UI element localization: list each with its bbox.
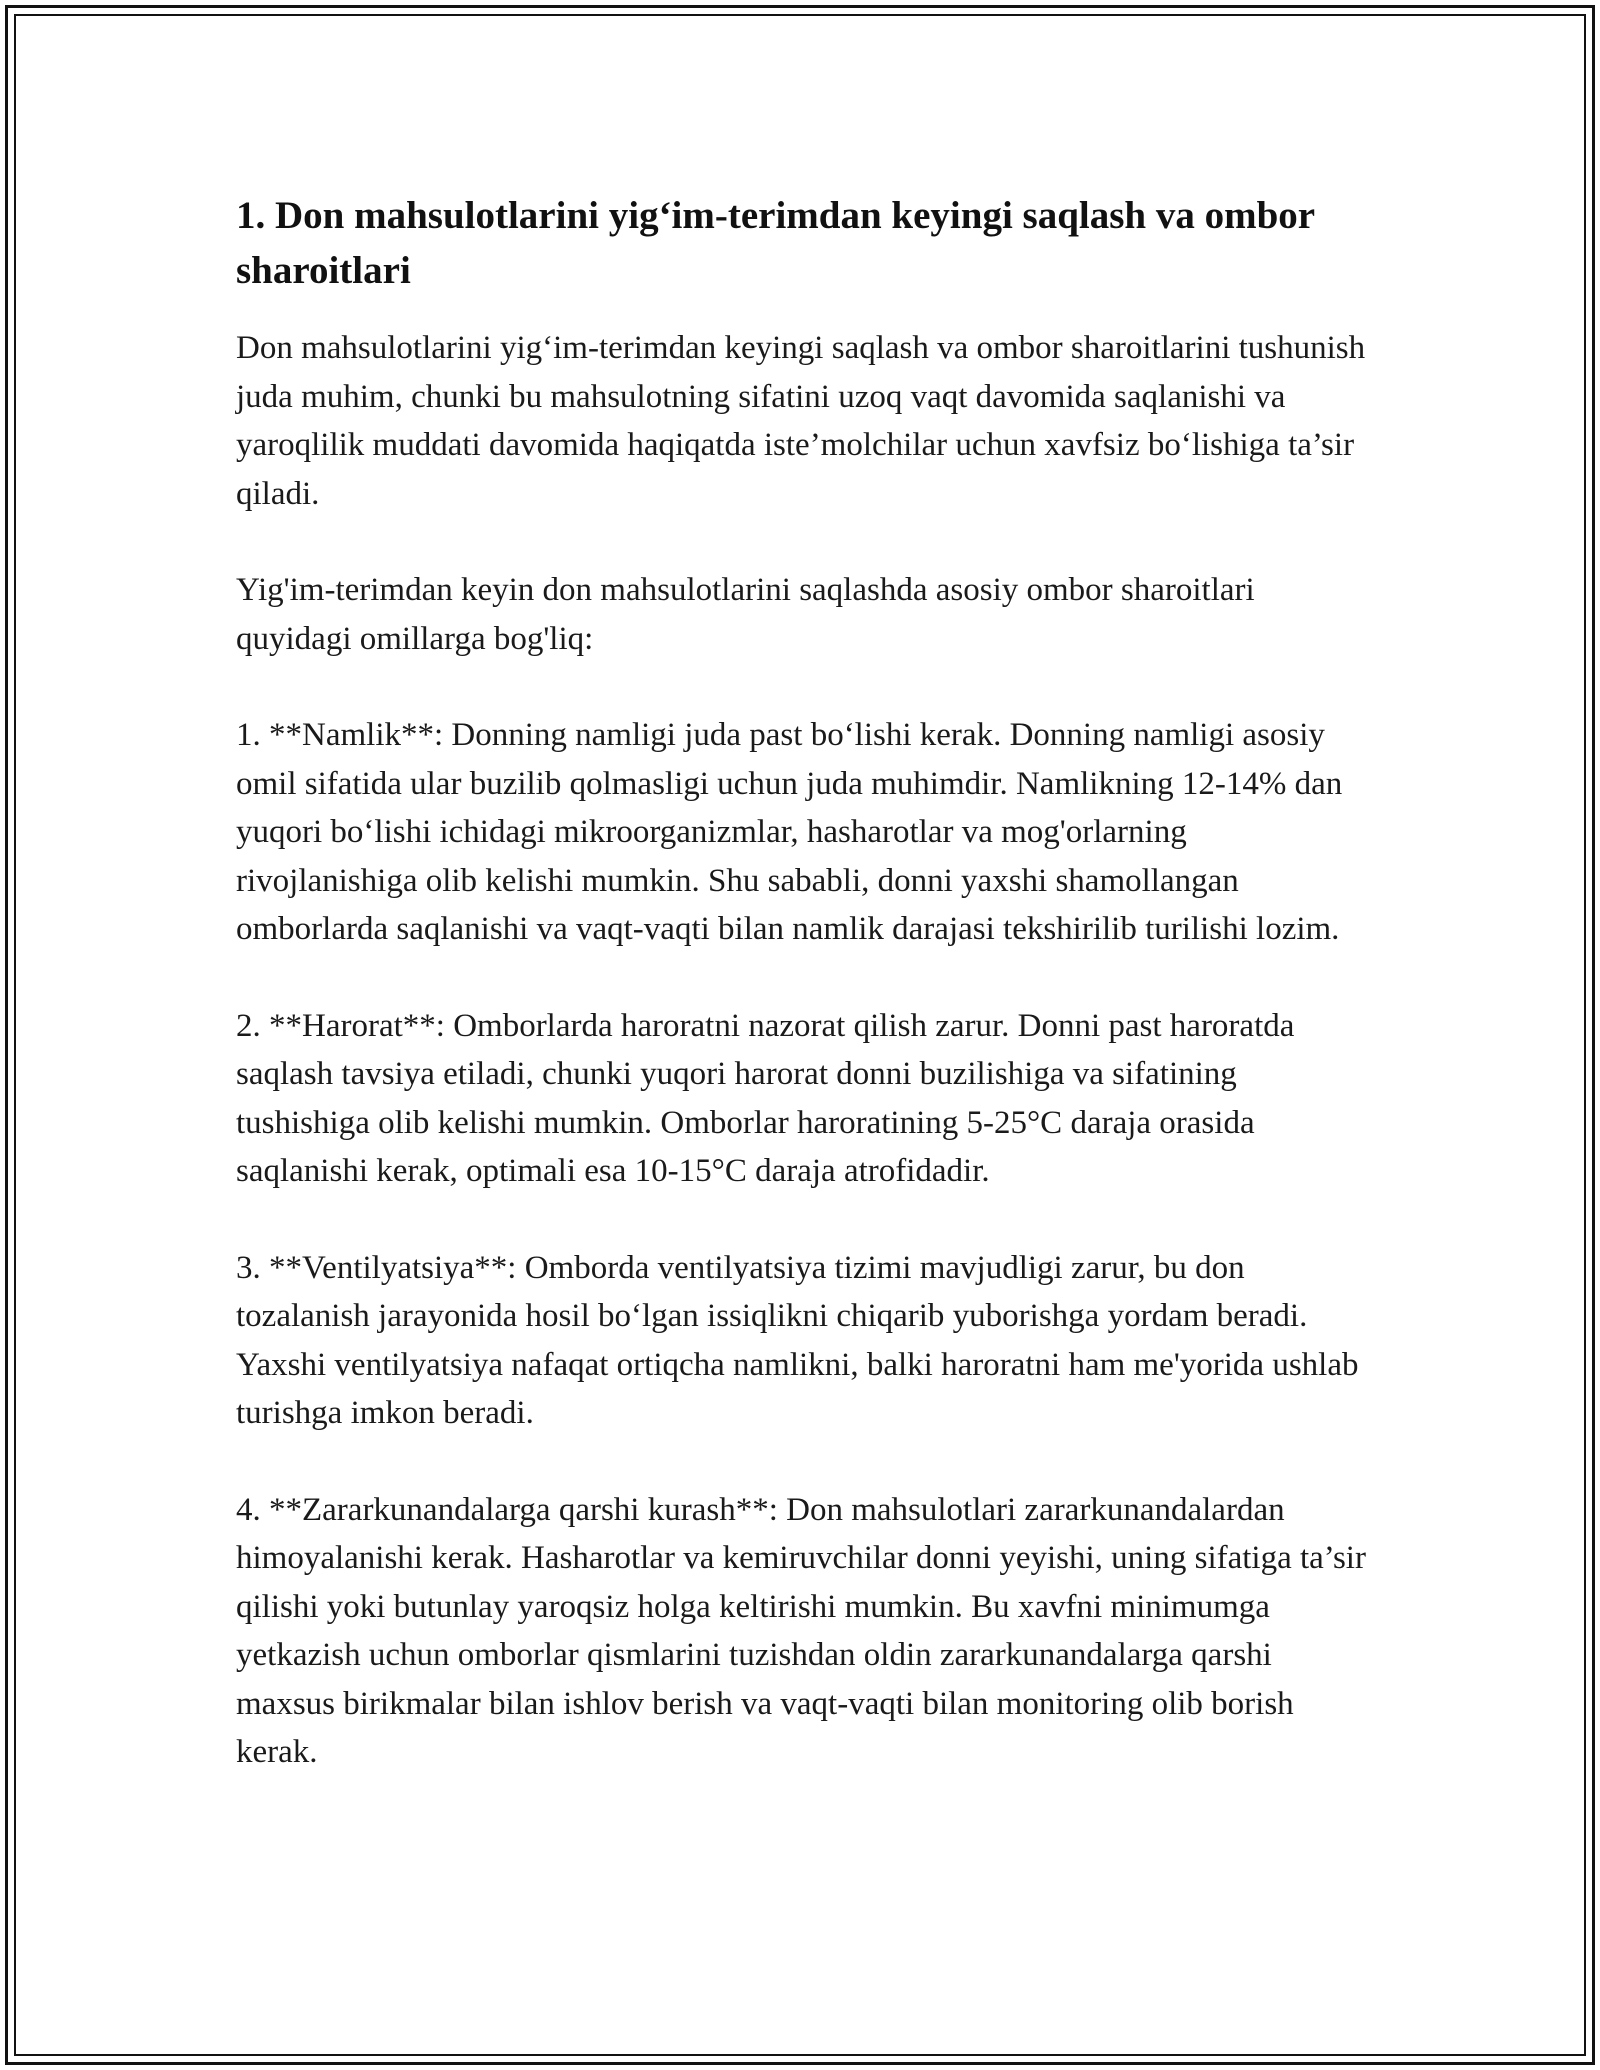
humidity-paragraph: 1. **Namlik**: Donning namligi juda past bo‘lishi kerak. Donning namligi asosiy omil sifatida ular buzilib qolmasligi uchun juda muhimdir. Namlikning 12-14% dan yuqori bo‘lishi ichidagi mikroorganizmlar, hasharotlar va mog'orlarning rivojlanishiga olib kelishi mumkin. Shu sababli, donni yaxshi shamollangan omborlarda saqlanishi va vaqt-vaqti bilan namlik darajasi tekshirilib turilishi lozim.: [236, 717, 1343, 947]
document-body: [236, 188, 1366, 1825]
ventilation-paragraph: 3. **Ventilyatsiya**: Omborda ventilyatsiya tizimi mavjudligi zarur, bu don tozalanish jarayonida hosil bo‘lgan issiqlikni chiqarib yuborishga yordam beradi. Yaxshi ventilyatsiya nafaqat ortiqcha namlikni, balki haroratni ham me'yorida ushlab turishga imkon beradi.: [236, 1249, 1359, 1431]
pest-control-paragraph: 4. **Zararkunandalarga qarshi kurash**: Don mahsulotlari zararkunandalardan himoyalanishi kerak. Hasharotlar va kemiruvchilar donni yeyishi, uning sifatiga ta’sir qilishi yoki butunlay yaroqsiz holga keltirishi mumkin. Bu xavfni minimumga yetkazish uchun omborlar qismlarini tuzishdan oldin zararkunandalarga qarshi maxsus birikmalar bilan ishlov berish va vaqt-vaqti bilan monitoring olib borish kerak.: [236, 1491, 1366, 1770]
section-title: 1. Don mahsulotlarini yig‘im-terimdan keyingi saqlash va ombor sharoitlari: [236, 194, 1315, 292]
factors-lead-paragraph: Yig'im-terimdan keyin don mahsulotlarini saqlashda asosiy ombor sharoitlari quyidagi omillarga bog'liq:: [236, 572, 1255, 657]
temperature-paragraph: 2. **Harorat**: Omborlarda haroratni nazorat qilish zarur. Donni past haroratda saqlash tavsiya etiladi, chunki yuqori harorat donni buzilishiga va sifatining tushishiga olib kelishi mumkin. Omborlar haroratining 5-25°C daraja orasida saqlanishi kerak, optimali esa 10-15°C daraja atrofidadir.: [236, 1007, 1295, 1189]
intro-paragraph: Don mahsulotlarini yig‘im-terimdan keyingi saqlash va ombor sharoitlarini tushunish juda muhim, chunki bu mahsulotning sifatini uzoq vaqt davomida saqlanishi va yaroqlilik muddati davomida haqiqatda iste’molchilar uchun xavfsiz bo‘lishiga ta’sir qiladi.: [236, 330, 1366, 512]
